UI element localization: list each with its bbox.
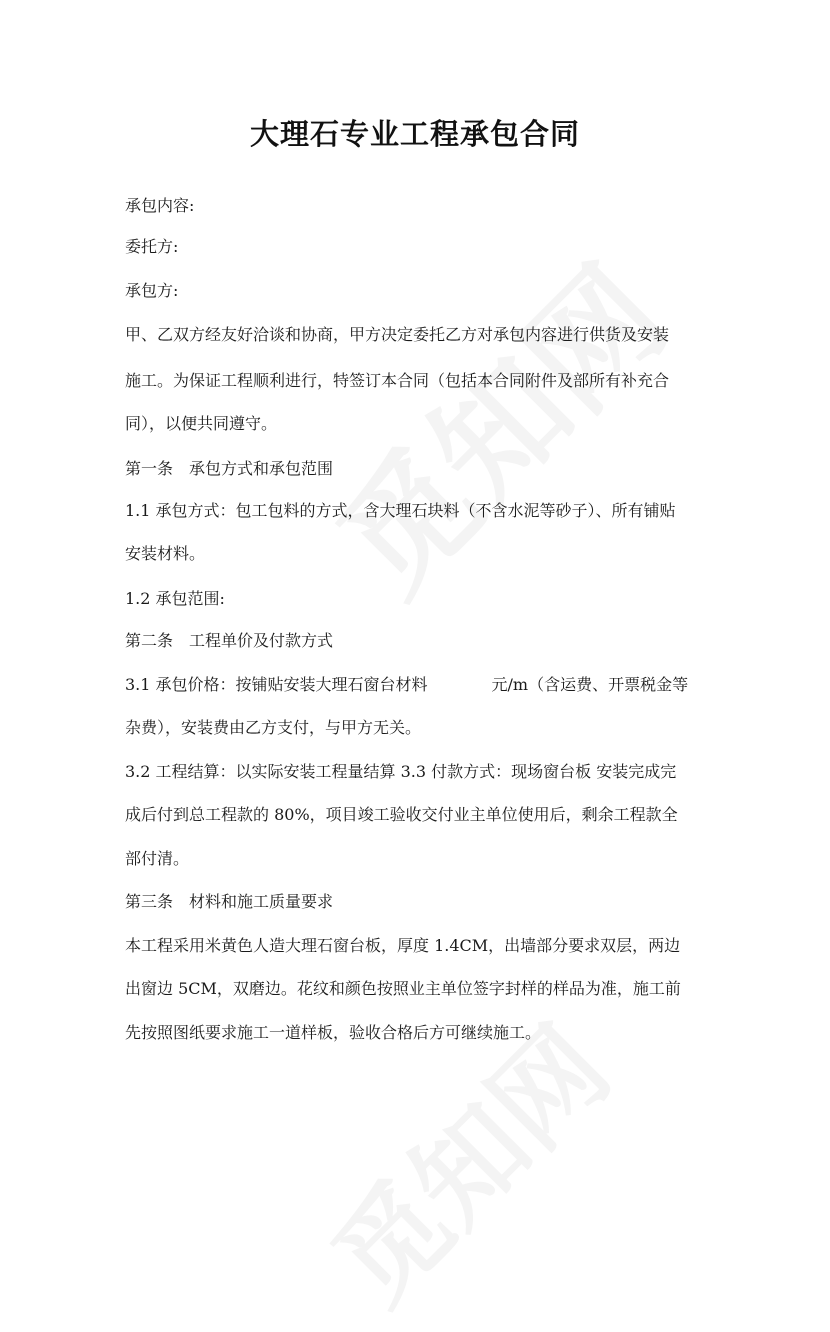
paragraph-line: 部付清。 — [125, 849, 190, 868]
contract-content-label: 承包内容: — [125, 196, 195, 215]
client-label: 委托方: — [125, 237, 179, 256]
paragraph-line: 本工程采用米黄色人造大理石窗台板，厚度 1.4CM，出墙部分要求双层，两边 — [125, 936, 681, 955]
paragraph-line: 施工。为保证工程顺利进行，特签订本合同（包括本合同附件及部所有补充合 — [125, 371, 670, 390]
paragraph-line: 成后付到总工程款的 80%，项目竣工验收交付业主单位使用后，剩余工程款全 — [125, 805, 678, 824]
section-heading-3: 第三条 材料和施工质量要求 — [125, 892, 334, 911]
document-title: 大理石专业工程承包合同 — [249, 117, 580, 151]
paragraph-line: 杂费），安装费由乙方支付，与甲方无关。 — [125, 718, 422, 737]
paragraph-line: 1.2 承包范围: — [125, 589, 225, 608]
paragraph-line: 3.1 承包价格：按铺贴安装大理石窗台材料 元/m（含运费、开票税金等 — [125, 675, 689, 694]
paragraph-line: 先按照图纸要求施工一道样板，验收合格后方可继续施工。 — [125, 1023, 542, 1042]
section-heading-1: 第一条 承包方式和承包范围 — [125, 459, 334, 478]
paragraph-line: 1.1 承包方式：包工包料的方式，含大理石块料（不含水泥等砂子）、所有铺贴 — [125, 501, 676, 520]
paragraph-line: 3.2 工程结算：以实际安装工程量结算 3.3 付款方式：现场窗台板 安装完成完 — [125, 762, 677, 781]
paragraph-line: 同），以便共同遵守。 — [125, 414, 278, 433]
contractor-label: 承包方: — [125, 281, 179, 300]
paragraph-line: 出窗边 5CM，双磨边。花纹和颜色按照业主单位签字封样的样品为准，施工前 — [125, 979, 681, 998]
section-heading-2: 第二条 工程单价及付款方式 — [125, 631, 334, 650]
paragraph-line: 甲、乙双方经友好洽谈和协商，甲方决定委托乙方对承包内容进行供货及安装 — [125, 325, 670, 344]
paragraph-line: 安装材料。 — [125, 544, 206, 563]
